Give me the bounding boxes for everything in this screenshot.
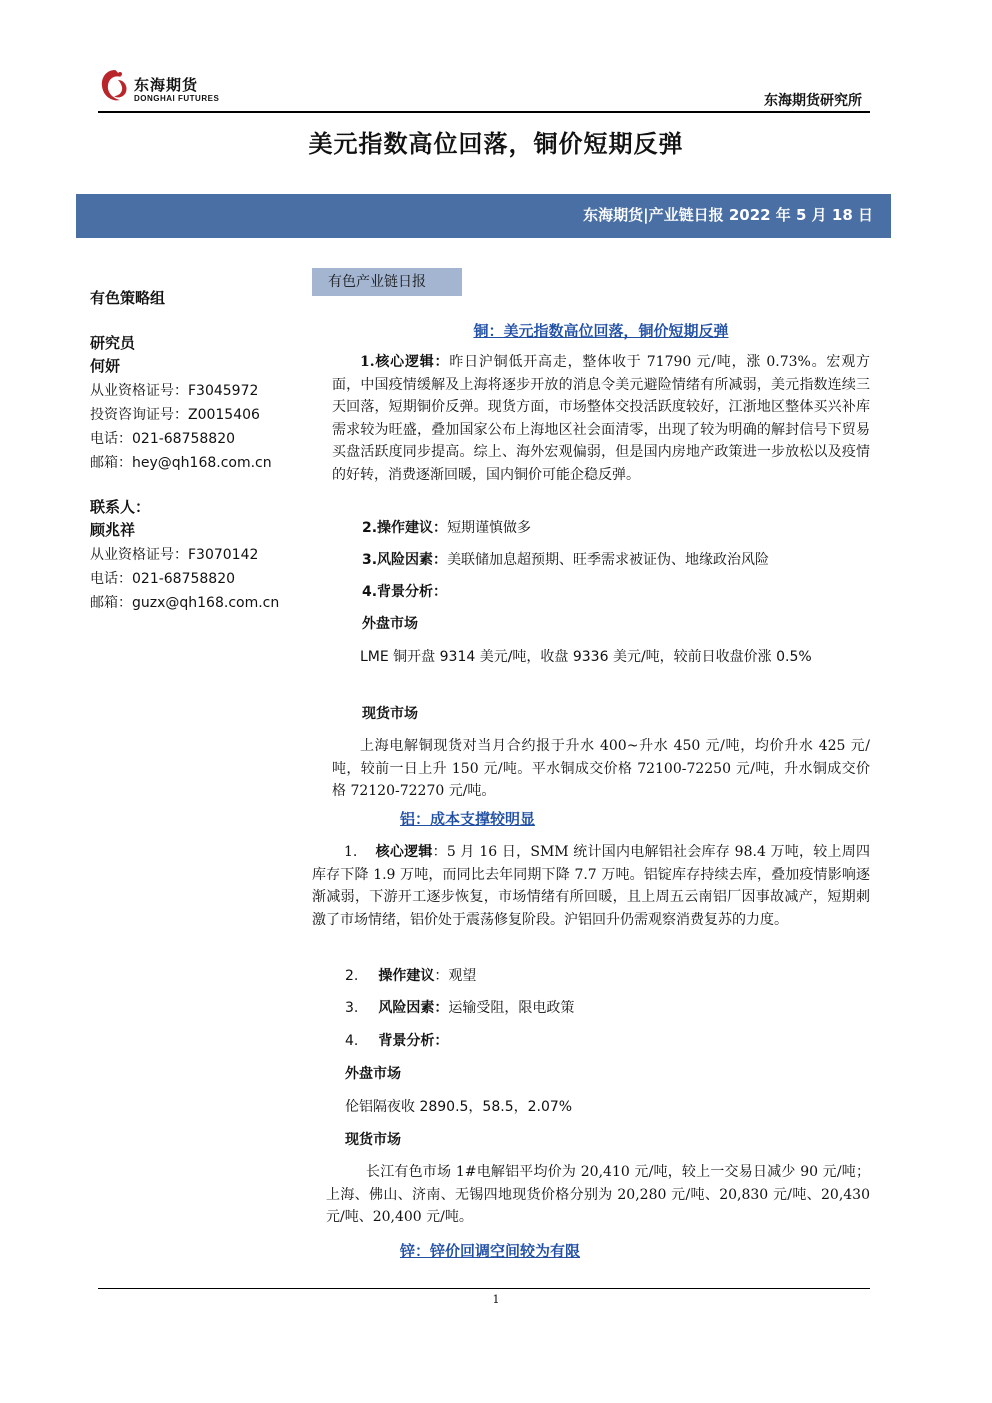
contact-name: 顾兆祥	[90, 521, 136, 539]
aluminum-operation	[345, 965, 476, 985]
copper-operation-text: 短期谨慎做多	[447, 520, 532, 536]
copper-core-logic-text: 昨日沪铜低开高走，整体收于 71790 元/吨，涨 0.73%。宏观方面，中国疫情缓解及上海将逐步开放的消息令美元避险情绪有所减弱，美元指数连续三天回落，短期铜价反弹。现货方面，市场整体交投活跃度较好，江浙地区整体买兴补库需求较为旺盛，叠加国家公布上海地区社会面清零，出现了较为明确的解封信号下贸易买盘活跃度同步提高。综上、海外宏观偏弱，但是国内房地产政策进一步放松以及疫情的好转，消费逐渐回暖，国内铜价可能企稳反弹。	[332, 354, 870, 483]
aluminum-core-logic-label: 核心逻辑	[375, 844, 433, 860]
aluminum-background	[345, 1030, 448, 1050]
strategy-group: 有色策略组	[90, 289, 166, 307]
aluminum-spot-text: 长江有色市场 1#电解铝平均价为 20,410 元/吨，较上一交易日减少 90 元/吨；上海、佛山、济南、无锡四地现货价格分别为 20,280 元/吨、20,830 元/吨、20,430 元/吨、20,400 元/吨。	[326, 1164, 870, 1226]
contact-email: 邮箱：guzx@qh168.com.cn	[90, 595, 280, 611]
header-divider	[98, 111, 870, 113]
contact-cert: 从业资格证号：F3070142	[90, 547, 259, 563]
copper-core-logic-label: 1.核心逻辑：	[360, 354, 450, 370]
logo-english-name: DONGHAI FUTURES	[134, 94, 220, 103]
copper-operation-label: 2.操作建议：	[362, 520, 448, 536]
aluminum-risk	[345, 997, 574, 1017]
researcher-email: 邮箱：hey@qh168.com.cn	[90, 455, 272, 471]
footer-divider	[98, 1288, 870, 1289]
copper-spot-text: 上海电解铜现货对当月合约报于升水 400~升水 450 元/吨，均价升水 425 元/吨，较前一日上升 150 元/吨。平水铜成交价格 72100-72250 元/吨，升水铜成交价格 72120-72270 元/吨。	[332, 738, 870, 800]
copper-risk-text: 美联储加息超预期、旺季需求被证伪、地缘政治风险	[447, 552, 770, 568]
copper-overseas-label: 外盘市场	[362, 616, 418, 632]
zinc-heading	[332, 1240, 580, 1261]
logo-chinese-name: 东海期货	[134, 76, 199, 94]
copper-background-label: 4.背景分析：	[362, 584, 448, 600]
institute-name: 东海期货研究所	[764, 93, 862, 109]
category-tag: 有色产业链日报	[312, 268, 462, 296]
zinc-heading-text: 锌：锌价回调空间较为有限	[400, 1242, 581, 1260]
aluminum-overseas-text: 伦铝隔夜收 2890.5，58.5，2.07%	[345, 1099, 573, 1115]
aluminum-heading	[332, 808, 535, 829]
aluminum-core-logic-text: ：5 月 16 日，SMM 统计国内电解铝社会库存 98.4 万吨，较上周四库存下降 1.9 万吨，而同比去年同期下降 7.7 万吨。铝锭库存持续去库，叠加疫情影响逐渐减弱，下游开工逐步恢复，市场情绪有所回暖，且上周五云南铝厂因事故减产，短期刺激了市场情绪，铝价处于震荡修复阶段。沪铝回升仍需观察消费复苏的力度。	[312, 844, 870, 928]
copper-risk-label: 3.风险因素：	[362, 552, 448, 568]
banner-text: 东海期货|产业链日报 2022 年 5 月 18 日	[583, 206, 873, 224]
researcher-name: 何妍	[90, 357, 121, 375]
aluminum-operation-label: 操作建议	[378, 968, 435, 984]
dragon-logo-icon	[98, 66, 132, 106]
report-title: 美元指数高位回落，铜价短期反弹	[308, 129, 684, 158]
aluminum-core-logic-num: 1.	[344, 844, 358, 860]
copper-heading	[332, 320, 870, 341]
researcher-invest-cert: 投资咨询证号：Z0015406	[90, 407, 260, 423]
researcher-phone: 电话：021-68758820	[90, 431, 236, 447]
copper-overseas-text: LME 铜开盘 9314 美元/吨，收盘 9336 美元/吨，较前日收盘价涨 0.5%	[360, 649, 812, 665]
aluminum-risk-label: 风险因素：	[378, 1000, 449, 1016]
aluminum-core-logic	[312, 841, 870, 931]
aluminum-risk-num: 3.	[345, 1000, 359, 1016]
copper-core-logic	[332, 351, 870, 487]
contact-label: 联系人：	[90, 498, 151, 516]
researcher-label: 研究员	[90, 334, 136, 352]
aluminum-operation-text: ：观望	[434, 968, 477, 984]
aluminum-heading-text: 铝：成本支撑较明显	[400, 810, 536, 828]
aluminum-background-label: 背景分析：	[378, 1033, 449, 1049]
copper-heading-text: 铜：美元指数高位回落，铜价短期反弹	[473, 322, 729, 340]
aluminum-overseas-label: 外盘市场	[345, 1066, 401, 1082]
aluminum-operation-num: 2.	[345, 968, 359, 984]
aluminum-risk-text: 运输受阻，限电政策	[448, 1000, 575, 1016]
aluminum-spot-label: 现货市场	[345, 1132, 401, 1148]
copper-operation	[362, 517, 531, 537]
aluminum-background-num: 4.	[345, 1033, 359, 1049]
copper-risk	[362, 549, 769, 569]
page-number: 1	[492, 1293, 500, 1306]
report-banner	[76, 194, 891, 238]
researcher-cert: 从业资格证号：F3045972	[90, 383, 259, 399]
copper-spot-label: 现货市场	[362, 706, 418, 722]
company-logo	[98, 66, 228, 108]
contact-phone: 电话：021-68758820	[90, 571, 236, 587]
